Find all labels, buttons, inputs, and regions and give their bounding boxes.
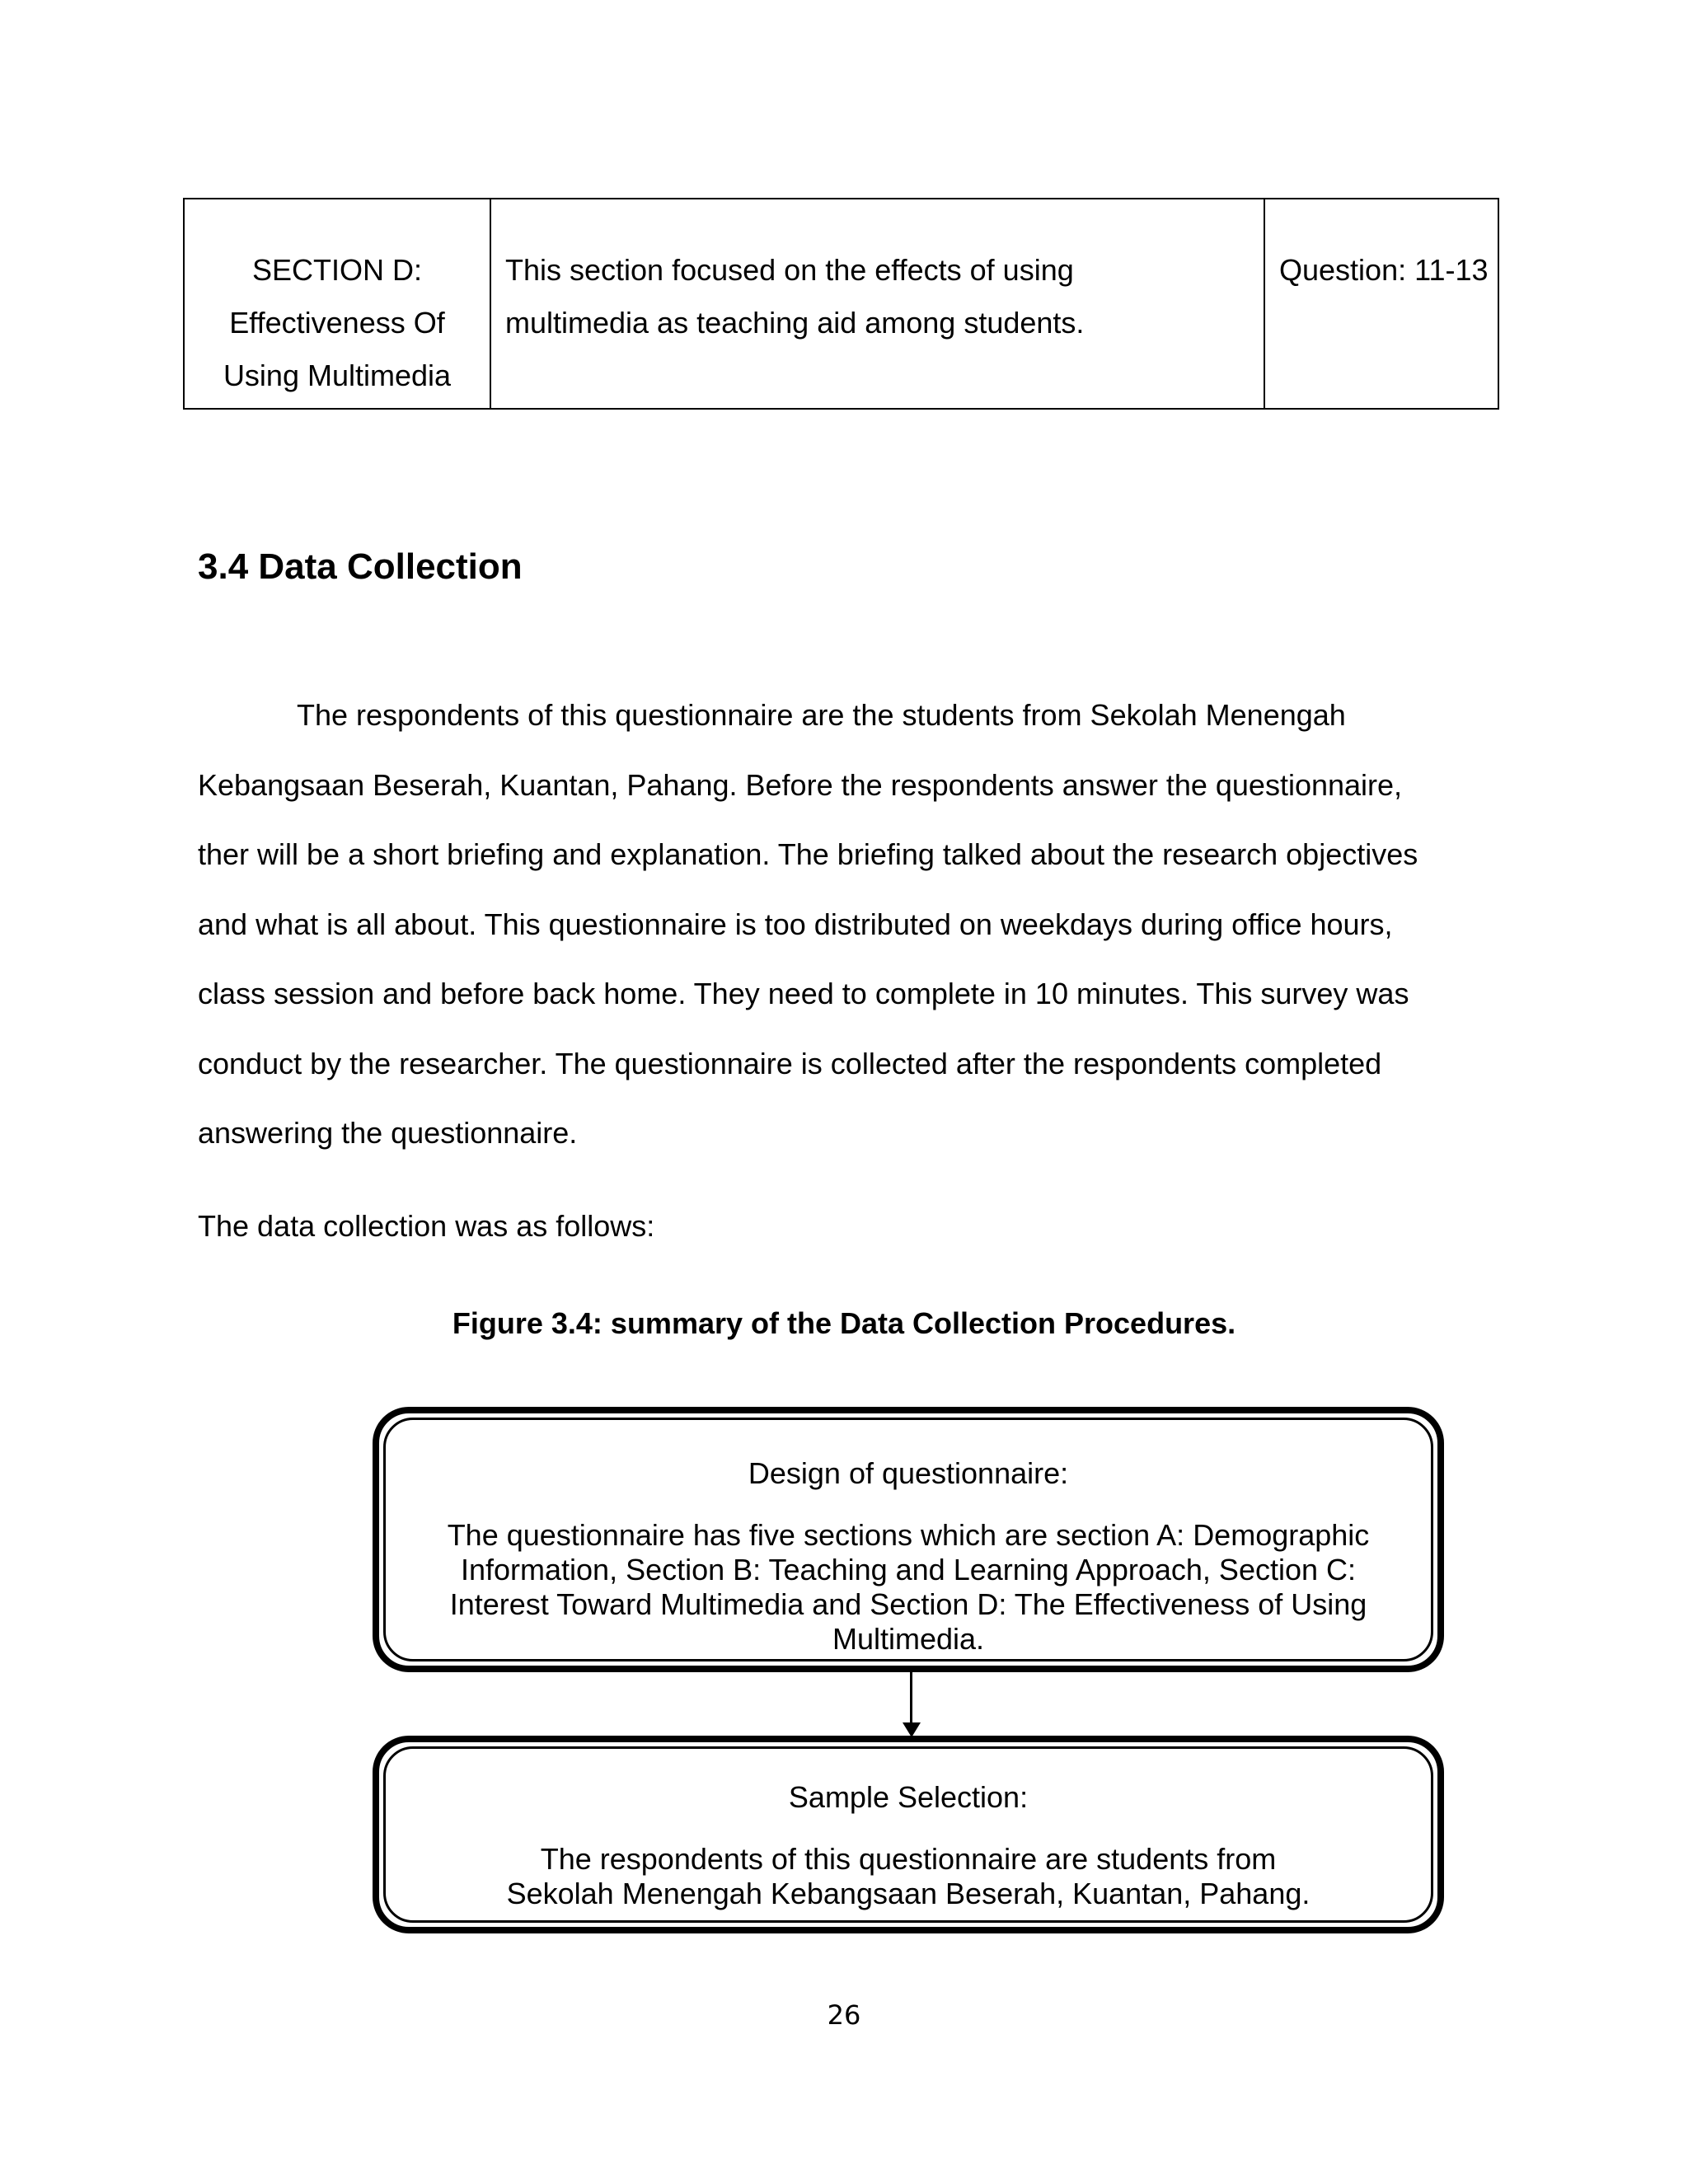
paragraph-line: conduct by the researcher. The questionnaire is collected after the respondents completed bbox=[198, 1046, 1382, 1080]
questions-cell bbox=[1264, 199, 1498, 409]
paragraph-line: and what is all about. This questionnaire is too distributed on weekdays during office hours, bbox=[198, 907, 1393, 941]
section-heading: 3.4 Data Collection bbox=[198, 546, 523, 587]
paragraph-line: answering the questionnaire. bbox=[198, 1116, 578, 1150]
flow-step-title: Design of questionnaire: bbox=[748, 1456, 1069, 1490]
paragraph-line: ther will be a short briefing and explanation. The briefing talked about the research objectives bbox=[198, 837, 1418, 871]
flow-step-sample bbox=[373, 1736, 1444, 1933]
figure-caption: Figure 3.4: summary of the Data Collection Procedures. bbox=[452, 1306, 1236, 1340]
sections-table bbox=[183, 198, 1499, 410]
flow-step-title: Sample Selection: bbox=[788, 1780, 1029, 1814]
table-row bbox=[184, 199, 1498, 409]
flow-step-inner bbox=[383, 1746, 1433, 1923]
section-cell bbox=[184, 199, 490, 409]
paragraph-text bbox=[198, 681, 1484, 751]
flow-step-body: The respondents of this questionnaire are students from Sekolah Menengah Kebangsaan Beserah, Kuantan, Pahang. bbox=[506, 1842, 1311, 1910]
flow-arrow-line bbox=[910, 1672, 912, 1728]
body-paragraph bbox=[198, 681, 1484, 1169]
flow-step-body: The questionnaire has five sections which are section A: Demographic Information, Section B: Teaching and Learning Approach, Section C: Interest Toward Multimedia and Section D: The Effectiveness of Using Multimedia. bbox=[447, 1518, 1370, 1656]
section-line: Using Multimedia bbox=[223, 359, 452, 392]
paragraph-line: The respondents of this questionnaire are the students from Sekolah Menengah bbox=[297, 698, 1346, 732]
paragraph-line: class session and before back home. They need to complete in 10 minutes. This survey was bbox=[198, 977, 1409, 1010]
questions-label: Question: 11-13 bbox=[1279, 253, 1489, 287]
intro-text: The data collection was as follows: bbox=[198, 1209, 655, 1243]
description-cell bbox=[490, 199, 1264, 409]
description-line: This section focused on the effects of using bbox=[505, 253, 1074, 287]
section-line: Effectiveness Of bbox=[229, 306, 445, 340]
flow-step-inner bbox=[383, 1418, 1433, 1661]
flow-step-design bbox=[373, 1407, 1444, 1672]
section-line: SECTION D: bbox=[251, 253, 422, 287]
paragraph-line: Kebangsaan Beserah, Kuantan, Pahang. Before the respondents answer the questionnaire, bbox=[198, 767, 1403, 802]
description-line: multimedia as teaching aid among students. bbox=[505, 306, 1085, 340]
page-number: 26 bbox=[827, 1999, 861, 2031]
